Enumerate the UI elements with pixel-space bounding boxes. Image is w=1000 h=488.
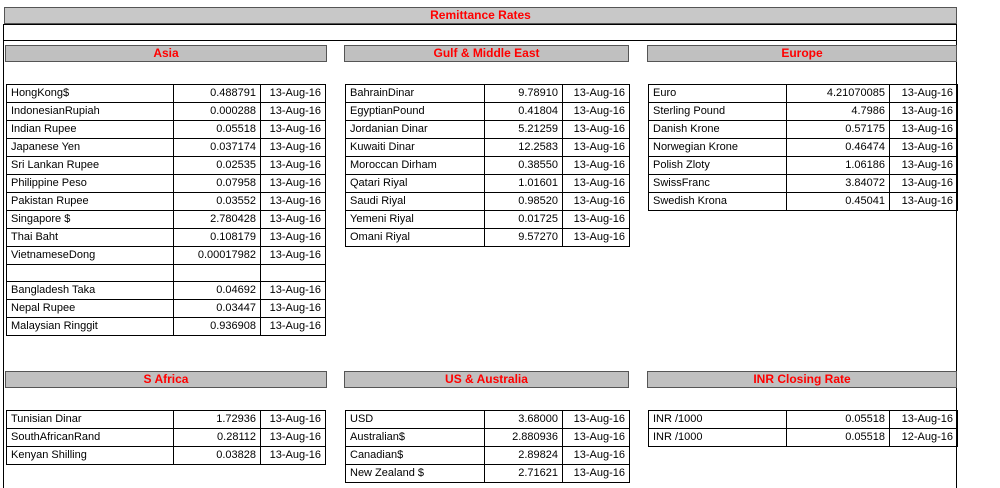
section-heading-inr: INR Closing Rate [647, 371, 957, 388]
rate-value: 0.38550 [485, 157, 563, 175]
currency-name: Indian Rupee [7, 121, 174, 139]
rate-date: 13-Aug-16 [261, 318, 326, 336]
table-row [346, 157, 630, 175]
table-row [7, 103, 326, 121]
currency-name: USD [346, 411, 485, 429]
rate-date: 13-Aug-16 [890, 103, 958, 121]
rate-value: 0.03828 [174, 447, 261, 465]
rate-date: 13-Aug-16 [890, 121, 958, 139]
table-row [649, 139, 958, 157]
currency-name: Kenyan Shilling [7, 447, 174, 465]
rate-value: 2.880936 [485, 429, 563, 447]
rate-date: 13-Aug-16 [261, 300, 326, 318]
section-heading-us: US & Australia [344, 371, 629, 388]
rate-value: 0.45041 [787, 193, 890, 211]
currency-name: INR /1000 [649, 429, 787, 447]
rate-value: 4.21070085 [787, 85, 890, 103]
rate-value: 0.02535 [174, 157, 261, 175]
rate-value: 0.05518 [174, 121, 261, 139]
rate-date: 13-Aug-16 [563, 447, 630, 465]
rate-date: 13-Aug-16 [890, 193, 958, 211]
safrica-rates-table [6, 410, 326, 465]
rate-date: 13-Aug-16 [563, 157, 630, 175]
table-row [7, 318, 326, 336]
rate-value: 0.000288 [174, 103, 261, 121]
rate-date: 13-Aug-16 [563, 85, 630, 103]
rate-value: 0.01725 [485, 211, 563, 229]
currency-name: Qatari Riyal [346, 175, 485, 193]
rate-value: 0.41804 [485, 103, 563, 121]
currency-name: Japanese Yen [7, 139, 174, 157]
rate-date: 13-Aug-16 [261, 229, 326, 247]
currency-name: Pakistan Rupee [7, 193, 174, 211]
us-rates-table [345, 410, 630, 483]
currency-name: Malaysian Ringgit [7, 318, 174, 336]
rate-value: 0.05518 [787, 429, 890, 447]
rate-value: 0.04692 [174, 282, 261, 300]
table-row [649, 103, 958, 121]
currency-name: SouthAfricanRand [7, 429, 174, 447]
rate-date: 13-Aug-16 [890, 157, 958, 175]
rate-date: 13-Aug-16 [890, 139, 958, 157]
currency-name: Kuwaiti Dinar [346, 139, 485, 157]
rate-value: 0.488791 [174, 85, 261, 103]
rate-value: 0.98520 [485, 193, 563, 211]
rate-value: 0.05518 [787, 411, 890, 429]
rate-value: 2.780428 [174, 211, 261, 229]
rate-date: 13-Aug-16 [890, 175, 958, 193]
rate-date: 13-Aug-16 [261, 247, 326, 265]
table-row [7, 121, 326, 139]
rate-value: 3.84072 [787, 175, 890, 193]
frame-divider [3, 24, 957, 25]
currency-name: Polish Zloty [649, 157, 787, 175]
currency-name: Nepal Rupee [7, 300, 174, 318]
rate-date: 13-Aug-16 [563, 175, 630, 193]
currency-name: INR /1000 [649, 411, 787, 429]
rate-date: 13-Aug-16 [563, 103, 630, 121]
section-heading-gulf: Gulf & Middle East [344, 45, 629, 62]
table-row [7, 211, 326, 229]
table-row [346, 175, 630, 193]
table-row [7, 247, 326, 265]
rate-date: 13-Aug-16 [261, 447, 326, 465]
rate-value: 9.57270 [485, 229, 563, 247]
rate-date: 13-Aug-16 [261, 121, 326, 139]
rate-value: 2.89824 [485, 447, 563, 465]
rate-date: 13-Aug-16 [563, 211, 630, 229]
rate-value: 0.936908 [174, 318, 261, 336]
rate-date: 13-Aug-16 [261, 193, 326, 211]
table-row [649, 411, 958, 429]
currency-name: Danish Krone [649, 121, 787, 139]
currency-name: Jordanian Dinar [346, 121, 485, 139]
rate-value: 3.68000 [485, 411, 563, 429]
currency-name: Sterling Pound [649, 103, 787, 121]
rate-date: 13-Aug-16 [261, 103, 326, 121]
frame-divider [3, 40, 957, 41]
table-row [346, 103, 630, 121]
rate-date: 13-Aug-16 [563, 411, 630, 429]
rate-date: 13-Aug-16 [563, 193, 630, 211]
page-title: Remittance Rates [4, 7, 957, 24]
table-row [649, 85, 958, 103]
rate-date: 13-Aug-16 [261, 175, 326, 193]
currency-name: Sri Lankan Rupee [7, 157, 174, 175]
currency-name: Australian$ [346, 429, 485, 447]
currency-name: Philippine Peso [7, 175, 174, 193]
table-row [346, 465, 630, 483]
table-row [649, 157, 958, 175]
rate-value: 0.28112 [174, 429, 261, 447]
rate-value: 5.21259 [485, 121, 563, 139]
table-row [7, 411, 326, 429]
empty-cell [261, 265, 326, 282]
rate-value: 0.03552 [174, 193, 261, 211]
table-row [346, 85, 630, 103]
currency-name: SwissFranc [649, 175, 787, 193]
currency-name: HongKong$ [7, 85, 174, 103]
empty-cell [174, 265, 261, 282]
section-heading-europe: Europe [647, 45, 957, 62]
currency-name: Singapore $ [7, 211, 174, 229]
table-row [346, 229, 630, 247]
rate-value: 9.78910 [485, 85, 563, 103]
table-row [346, 139, 630, 157]
currency-name: Tunisian Dinar [7, 411, 174, 429]
table-row [7, 300, 326, 318]
rate-value: 0.037174 [174, 139, 261, 157]
table-row [7, 429, 326, 447]
table-row [649, 429, 958, 447]
currency-name: Thai Baht [7, 229, 174, 247]
currency-name: Euro [649, 85, 787, 103]
rate-value: 4.7986 [787, 103, 890, 121]
rate-date: 13-Aug-16 [261, 211, 326, 229]
table-row [7, 193, 326, 211]
table-row [7, 282, 326, 300]
currency-name: IndonesianRupiah [7, 103, 174, 121]
rate-date: 13-Aug-16 [261, 429, 326, 447]
section-heading-asia: Asia [5, 45, 327, 62]
asia-rates-table [6, 84, 326, 336]
rate-value: 0.00017982 [174, 247, 261, 265]
currency-name: New Zealand $ [346, 465, 485, 483]
rate-value: 1.01601 [485, 175, 563, 193]
table-row [7, 229, 326, 247]
rate-date: 13-Aug-16 [563, 429, 630, 447]
currency-name: Saudi Riyal [346, 193, 485, 211]
frame-left-border [3, 24, 4, 488]
currency-name: Canadian$ [346, 447, 485, 465]
currency-name: Swedish Krona [649, 193, 787, 211]
table-row [649, 193, 958, 211]
rate-date: 13-Aug-16 [261, 411, 326, 429]
currency-name: BahrainDinar [346, 85, 485, 103]
table-row [346, 429, 630, 447]
rate-date: 13-Aug-16 [563, 121, 630, 139]
rate-date: 13-Aug-16 [261, 85, 326, 103]
rate-date: 12-Aug-16 [890, 429, 958, 447]
currency-name: Moroccan Dirham [346, 157, 485, 175]
table-row [649, 121, 958, 139]
rate-date: 13-Aug-16 [261, 139, 326, 157]
rate-value: 0.07958 [174, 175, 261, 193]
rate-value: 2.71621 [485, 465, 563, 483]
rate-date: 13-Aug-16 [563, 139, 630, 157]
section-heading-safrica: S Africa [5, 371, 327, 388]
table-row [346, 447, 630, 465]
gulf-rates-table [345, 84, 630, 247]
rate-date: 13-Aug-16 [890, 85, 958, 103]
currency-name: VietnameseDong [7, 247, 174, 265]
rate-date: 13-Aug-16 [563, 229, 630, 247]
currency-name: Omani Riyal [346, 229, 485, 247]
rate-value: 12.2583 [485, 139, 563, 157]
table-row [346, 193, 630, 211]
currency-name: EgyptianPound [346, 103, 485, 121]
rate-date: 13-Aug-16 [261, 282, 326, 300]
table-row [7, 85, 326, 103]
rate-date: 13-Aug-16 [563, 465, 630, 483]
rate-value: 0.03447 [174, 300, 261, 318]
table-row [346, 411, 630, 429]
empty-cell [7, 265, 174, 282]
table-row [7, 157, 326, 175]
rate-value: 0.108179 [174, 229, 261, 247]
currency-name: Yemeni Riyal [346, 211, 485, 229]
inr-rates-table [648, 410, 958, 447]
table-row [7, 447, 326, 465]
table-row [7, 175, 326, 193]
rate-value: 0.46474 [787, 139, 890, 157]
currency-name: Bangladesh Taka [7, 282, 174, 300]
table-row [346, 211, 630, 229]
table-spacer-row [7, 265, 326, 282]
rate-value: 0.57175 [787, 121, 890, 139]
rate-date: 13-Aug-16 [261, 157, 326, 175]
rate-value: 1.06186 [787, 157, 890, 175]
table-row [7, 139, 326, 157]
table-row [649, 175, 958, 193]
currency-name: Norwegian Krone [649, 139, 787, 157]
rate-value: 1.72936 [174, 411, 261, 429]
europe-rates-table [648, 84, 958, 211]
rate-date: 13-Aug-16 [890, 411, 958, 429]
table-row [346, 121, 630, 139]
